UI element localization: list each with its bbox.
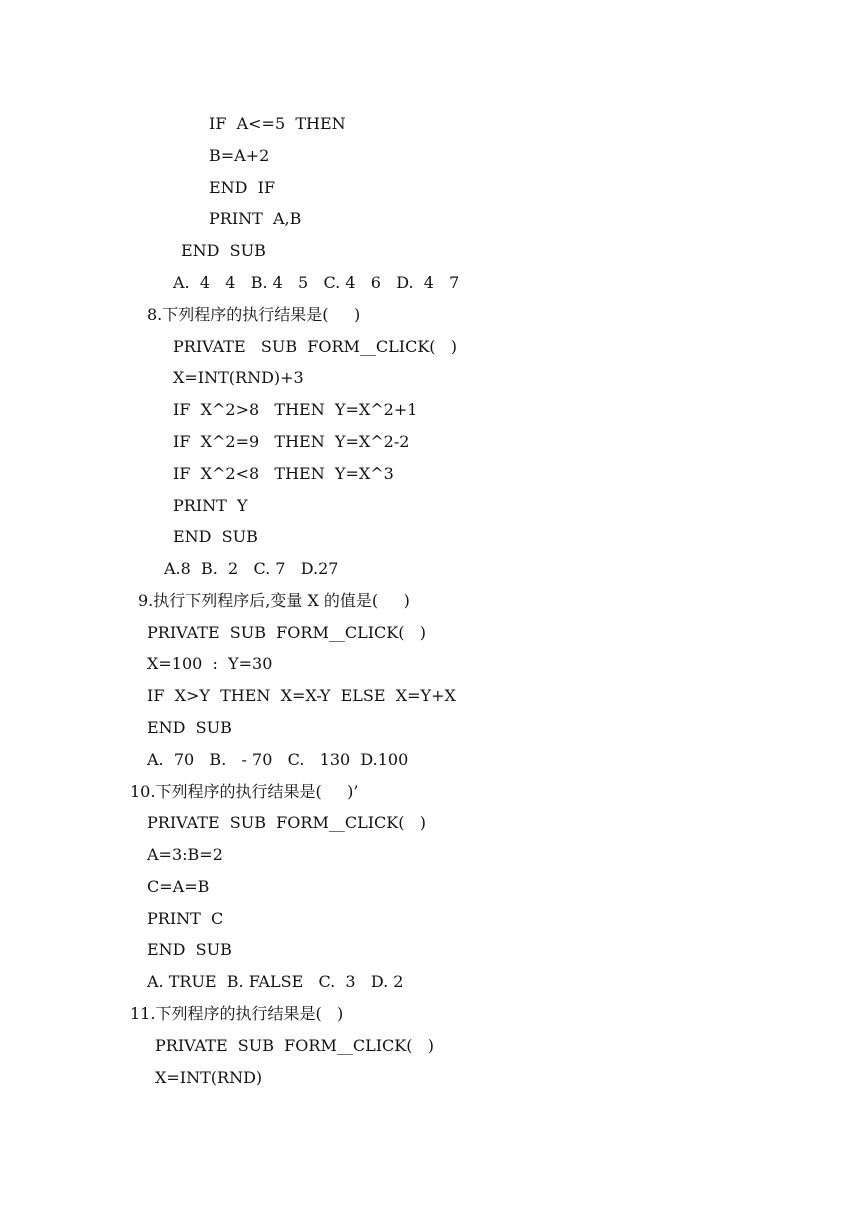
q8-code-line: X=INT(RND)+3 <box>173 368 304 387</box>
q10-code-line: END SUB <box>147 940 232 959</box>
q7-code-assign: B=A+2 <box>209 146 270 165</box>
q10-question: 10.下列程序的执行结果是( )’ <box>130 782 359 801</box>
q10-code-line: PRIVATE SUB FORM__CLICK( ) <box>147 813 426 832</box>
q8-code-line: IF X^2=9 THEN Y=X^2-2 <box>173 432 410 451</box>
q7-code-endif: END IF <box>209 178 276 197</box>
q9-question: 9.执行下列程序后,变量 X 的值是( ) <box>138 591 410 610</box>
q7-code-endsub: END SUB <box>181 241 266 260</box>
q8-options: A.8 B. 2 C. 7 D.27 <box>164 559 339 578</box>
q9-code-line: PRIVATE SUB FORM__CLICK( ) <box>147 623 426 642</box>
q10-code-line: PRINT C <box>147 909 224 928</box>
q7-code-print: PRINT A,B <box>209 209 302 228</box>
q7-options: A. 4 4 B. 4 5 C. 4 6 D. 4 7 <box>173 273 460 292</box>
q10-options: A. TRUE B. FALSE C. 3 D. 2 <box>147 972 404 991</box>
q11-code-line: X=INT(RND) <box>155 1068 263 1087</box>
q7-code-if: IF A<=5 THEN <box>209 114 346 133</box>
q8-code-line: PRINT Y <box>173 496 248 515</box>
q10-code-line: C=A=B <box>147 877 210 896</box>
q8-code-line: IF X^2>8 THEN Y=X^2+1 <box>173 400 418 419</box>
q9-code-line: X=100 : Y=30 <box>147 654 273 673</box>
q11-question: 11.下列程序的执行结果是( ) <box>130 1004 344 1023</box>
q11-code-line: PRIVATE SUB FORM__CLICK( ) <box>155 1036 434 1055</box>
q9-options: A. 70 B. - 70 C. 130 D.100 <box>147 750 409 769</box>
q8-question: 8.下列程序的执行结果是( ) <box>147 305 361 324</box>
q9-code-line: IF X>Y THEN X=X-Y ELSE X=Y+X <box>147 686 456 705</box>
q8-code-line: PRIVATE SUB FORM__CLICK( ) <box>173 337 458 356</box>
q8-code-line: IF X^2<8 THEN Y=X^3 <box>173 464 394 483</box>
q10-code-line: A=3:B=2 <box>147 845 223 864</box>
q8-code-line: END SUB <box>173 527 258 546</box>
q9-code-line: END SUB <box>147 718 232 737</box>
